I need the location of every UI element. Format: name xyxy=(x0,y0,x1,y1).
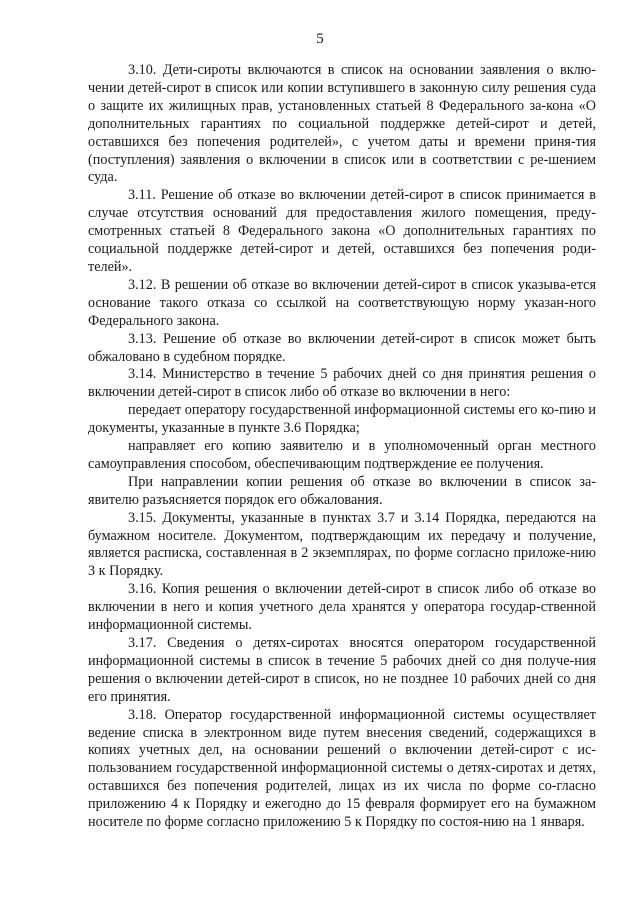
paragraph-3-13: 3.13. Решение об отказе во включении детей-сирот в список может быть обжаловано в судебном порядке. xyxy=(88,330,596,365)
paragraph-3-17: 3.17. Сведения о детях-сиротах вносятся оператором государственной информационной системы в список в течение 5 рабочих дней со дня получе-ния решения о включении детей-сирот в список, но не позднее 10 рабочих дней со дня его принятия. xyxy=(88,635,596,705)
paragraph-3-14-item-2: направляет его копию заявителю и в уполномоченный орган местного самоуправления способом, обеспечивающим подтверждение ее получения. xyxy=(88,438,596,472)
paragraph-3-12: 3.12. В решении об отказе во включении детей-сирот в список указыва-ется основание такого отказа со ссылкой на соответствующую норму указан-ного Федерального закона. xyxy=(88,276,596,329)
paragraph-3-14: 3.14. Министерство в течение 5 рабочих дней со дня принятия решения о включении детей-сирот в список либо об отказе во включении в него: xyxy=(88,366,596,401)
paragraph-3-11: 3.11. Решение об отказе во включении детей-сирот в список принимается в случае отсутствия оснований для предоставления жилого помещения, преду-смотренных статьей 8 Федерального закона «О дополнительных гарантиях по социальной поддержке детей-сирот и детей, оставшихся без попечения роди-телей». xyxy=(88,187,596,275)
page-number: 5 xyxy=(316,31,324,47)
paragraph-3-16: 3.16. Копия решения о включении детей-сирот в список либо об отказе во включении в него и копия учетного дела хранятся у оператора государ-ственной информационной системы. xyxy=(88,581,596,634)
paragraph-3-10: 3.10. Дети-сироты включаются в список на основании заявления о вклю-чении детей-сирот в список или копии вступившего в законную силу решения суда о защите их жилищных прав, установленных статьей 8 Федерального за-кона «О дополнительных гарантиях по социальной поддержке детей-сирот и детей, оставшихся без попечения родителей», с учетом даты и времени приня-тия (поступления) заявления о включении в список или в соответствии с ре-шением суда. xyxy=(88,62,596,186)
paragraph-3-15: 3.15. Документы, указанные в пунктах 3.7 и 3.14 Порядка, передаются на бумажном носителе. Документом, подтверждающим их передачу и получение, является расписка, составленная в 2 экземплярах, по форме согласно приложе-нию 3 к Порядку. xyxy=(88,509,596,580)
paragraph-3-14-note: При направлении копии решения об отказе во включении в список за-явителю разъясняется порядок его обжалования. xyxy=(88,473,596,508)
paragraph-3-18: 3.18. Оператор государственной информационной системы осуществляет ведение списка в электронном виде путем внесения сведений, содержащихся в копиях учетных дел, на основании решений о включении детей-сирот с ис-пользованием государственной информационной системы о детях-сиротах и детях, оставшихся без попечения родителей, лицах из их числа по форме со-гласно приложению 4 к Порядку и ежегодно до 15 февраля формирует его на бумажном носителе по форме согласно приложению 5 к Порядку по состоя-нию на 1 января. xyxy=(88,706,596,831)
document-body xyxy=(88,62,596,832)
paragraph-3-14-item-1: передает оператору государственной информационной системы его ко-пию и документы, указанные в пункте 3.6 Порядка; xyxy=(88,402,596,437)
